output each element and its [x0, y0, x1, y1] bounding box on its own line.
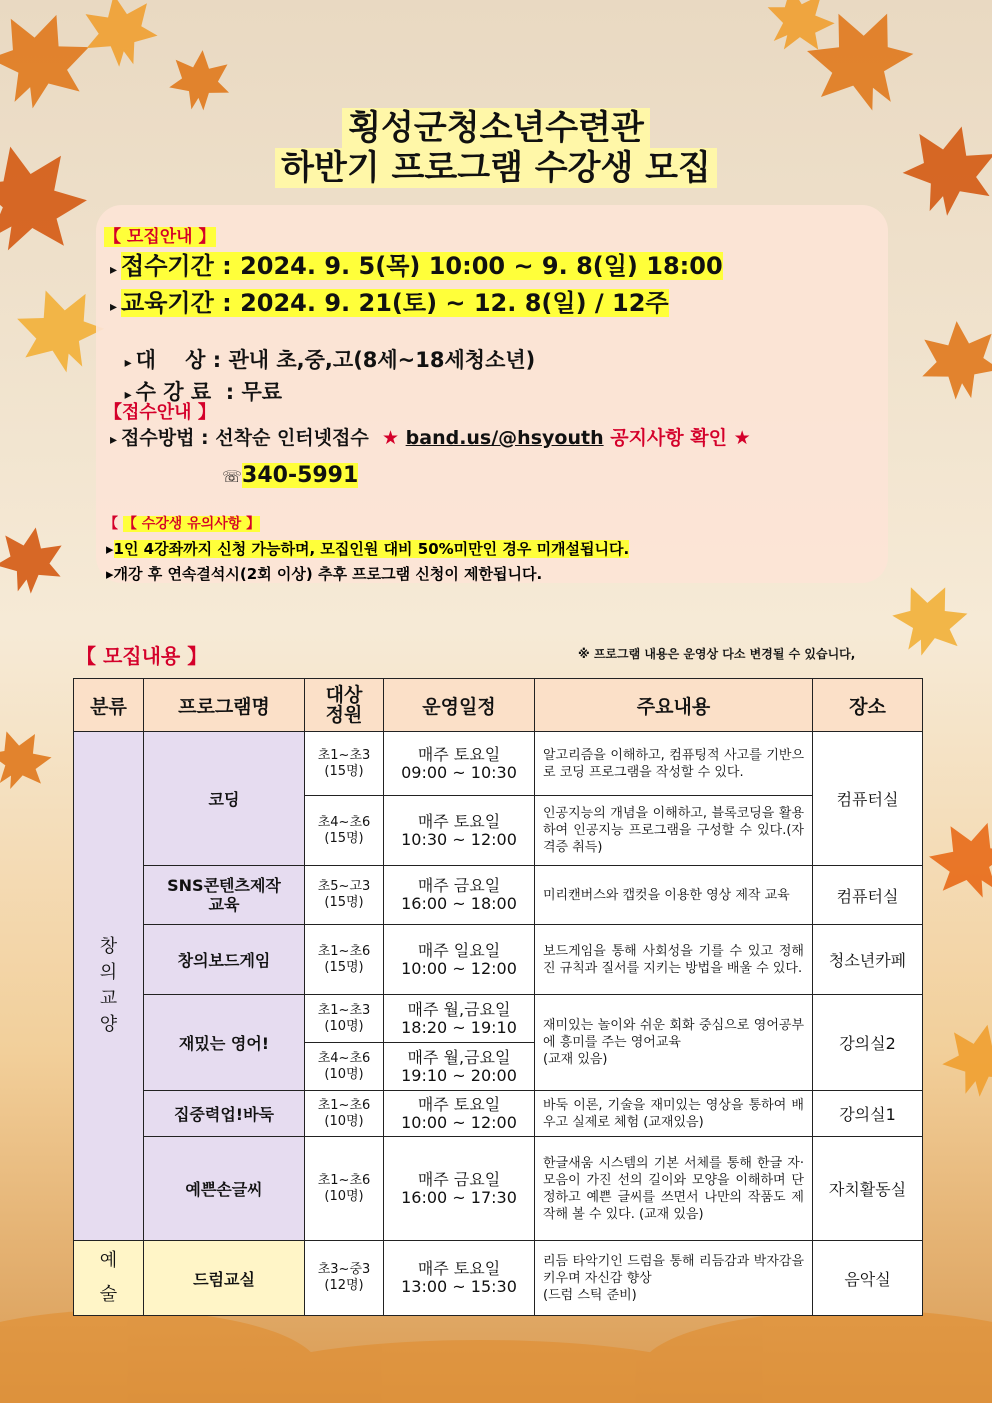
- recruit-guide-heading: 【 모집안내 】: [104, 227, 216, 247]
- band-link[interactable]: band.us/@hsyouth: [405, 427, 604, 449]
- content-cell: 한글새움 시스템의 기본 서체를 통해 한글 자·모음이 가진 선의 길이와 모양을 이해하며 단정하고 예쁜 글씨를 쓰면서 나만의 작품도 제작해 볼 수 있다. (교재 있음): [535, 1137, 813, 1241]
- content-cell: 알고리즘을 이해하고, 컴퓨팅적 사고를 기반으로 코딩 프로그램을 작성할 수 있다.: [535, 732, 813, 796]
- content-cell: 재미있는 놀이와 쉬운 회화 중심으로 영어공부에 흥미를 주는 영어교육 (교재 있음): [535, 995, 813, 1091]
- target-cell: 초4~초6 (15명): [305, 796, 384, 866]
- title-line-1: 횡성군청소년수련관: [0, 100, 992, 149]
- schedule-cell: 매주 일요일 10:00 ~ 12:00: [384, 925, 535, 995]
- table-header-row: [74, 679, 923, 732]
- header-location: 장소: [813, 679, 923, 732]
- location-cell: 자치활동실: [813, 1137, 923, 1241]
- program-name: SNS콘텐츠제작 교육: [144, 866, 305, 925]
- table-row: [74, 1241, 923, 1316]
- content-note: ※ 프로그램 내용은 운영상 다소 변경될 수 있습니다,: [578, 647, 856, 661]
- location-cell: 강의실1: [813, 1091, 923, 1137]
- header-schedule: 운영일정: [384, 679, 535, 732]
- header-category: 분류: [74, 679, 144, 732]
- caution-item-2: ▸개강 후 연속결석시(2회 이상) 추후 프로그램 신청이 제한됩니다.: [106, 565, 543, 583]
- table-row: [74, 732, 923, 796]
- table-row: [74, 1091, 923, 1137]
- schedule-cell: 매주 토요일 09:00 ~ 10:30: [384, 732, 535, 796]
- phone-icon: ☏: [222, 467, 243, 486]
- schedule-cell: 매주 금요일 16:00 ~ 18:00: [384, 866, 535, 925]
- table-row: [74, 1137, 923, 1241]
- schedule-cell: 매주 월,금요일 18:20 ~ 19:10: [384, 995, 535, 1043]
- program-name: 창의보드게임: [144, 925, 305, 995]
- location-cell: 컴퓨터실: [813, 866, 923, 925]
- program-name: 집중력업!바둑: [144, 1091, 305, 1137]
- program-name: 드럼교실: [144, 1241, 305, 1316]
- program-name: 재밌는 영어!: [144, 995, 305, 1091]
- target-line: ▸ 대 상 : 관내 초,중,고(8세~18세청소년): [124, 348, 536, 372]
- location-cell: 음악실: [813, 1241, 923, 1316]
- schedule-cell: 매주 토요일 13:00 ~ 15:30: [384, 1241, 535, 1316]
- target-cell: 초1~초6 (10명): [305, 1091, 384, 1137]
- target-cell: 초1~초3 (15명): [305, 732, 384, 796]
- recruit-period-line: ▸ 접수기간 : 2024. 9. 5(목) 10:00 ~ 9. 8(일) 18:00: [110, 252, 723, 280]
- location-cell: 강의실2: [813, 995, 923, 1091]
- schedule-cell: 매주 토요일 10:00 ~ 12:00: [384, 1091, 535, 1137]
- program-table: [73, 678, 923, 1316]
- caution-item-1: ▸1인 4강좌까지 신청 가능하며, 모집인원 대비 50%미만인 경우 미개설됩니다.: [106, 540, 630, 558]
- phone-line: ☏340-5991: [222, 463, 359, 488]
- content-section-heading: 【 모집내용 】: [76, 644, 208, 668]
- table-row: [74, 866, 923, 925]
- header-target: 대상 정원: [305, 679, 384, 732]
- content-cell: 인공지능의 개념을 이해하고, 블록코딩을 활용하여 인공지능 프로그램을 구성할 수 있다.(자격증 취득): [535, 796, 813, 866]
- program-name: 예쁜손글씨: [144, 1137, 305, 1241]
- location-cell: 컴퓨터실: [813, 732, 923, 866]
- content-cell: 미리캔버스와 캡컷을 이용한 영상 제작 교육: [535, 866, 813, 925]
- target-cell: 초5~고3 (15명): [305, 866, 384, 925]
- program-name: 코딩: [144, 732, 305, 866]
- table-row: [74, 995, 923, 1043]
- title-line-2: 하반기 프로그램 수강생 모집: [0, 140, 992, 189]
- header-content: 주요내용: [535, 679, 813, 732]
- schedule-cell: 매주 토요일 10:30 ~ 12:00: [384, 796, 535, 866]
- table-row: [74, 925, 923, 995]
- fee-line: ▸ 수 강 료 : 무료: [124, 380, 283, 404]
- target-cell: 초3~중3 (12명): [305, 1241, 384, 1316]
- target-cell: 초1~초6 (10명): [305, 1137, 384, 1241]
- content-cell: 리듬 타악기인 드럼을 통해 리듬감과 박자감을 키우며 자신감 향상 (드럼 스틱 준비): [535, 1241, 813, 1316]
- location-cell: 청소년카페: [813, 925, 923, 995]
- target-cell: 초1~초6 (15명): [305, 925, 384, 995]
- content-cell: 바둑 이론, 기술을 재미있는 영상을 통하여 배우고 실제로 체험 (교재있음): [535, 1091, 813, 1137]
- apply-guide-heading: 【접수안내 】: [104, 402, 216, 423]
- target-cell: 초1~초3 (10명): [305, 995, 384, 1043]
- target-cell: 초4~초6 (10명): [305, 1043, 384, 1091]
- content-cell: 보드게임을 통해 사회성을 기를 수 있고 정해진 규칙과 질서를 지키는 방법을 배울 수 있다.: [535, 925, 813, 995]
- cautions-heading: 【 【 수강생 유의사항 】: [104, 516, 261, 532]
- apply-method-line: ▸ 접수방법 : 선착순 인터넷접수 ★ band.us/@hsyouth 공지사항 확인 ★: [110, 427, 751, 449]
- header-program: 프로그램명: [144, 679, 305, 732]
- category-cell: 창의교양: [74, 732, 144, 1241]
- category-cell: 예 술: [74, 1241, 144, 1316]
- education-period-line: ▸ 교육기간 : 2024. 9. 21(토) ~ 12. 8(일) / 12주: [110, 289, 669, 317]
- schedule-cell: 매주 월,금요일 19:10 ~ 20:00: [384, 1043, 535, 1091]
- schedule-cell: 매주 금요일 16:00 ~ 17:30: [384, 1137, 535, 1241]
